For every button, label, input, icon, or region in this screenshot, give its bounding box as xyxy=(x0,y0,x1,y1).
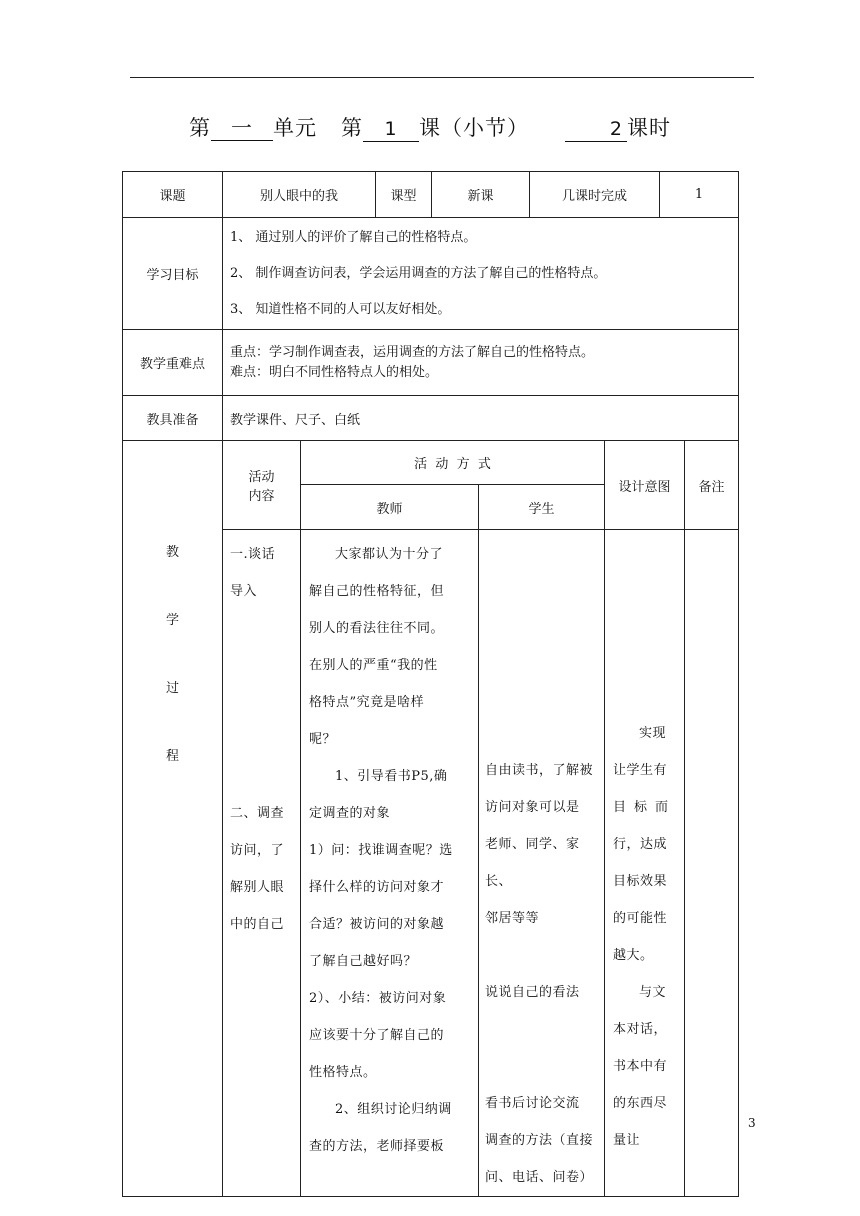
activity-line: 访问，了 xyxy=(230,843,285,858)
activity-line: 一.谈话 xyxy=(230,547,276,562)
process-header-row xyxy=(123,441,739,485)
design-line: 目标效果 xyxy=(613,874,668,889)
key-points-label: 教学重难点 xyxy=(123,330,223,396)
tools-row xyxy=(123,396,739,441)
lesson-prefix: 第 xyxy=(341,116,363,140)
teacher-header: 教师 xyxy=(301,485,479,530)
activity-line: 导入 xyxy=(230,584,258,599)
header-rule xyxy=(130,77,754,78)
unit-suffix: 单元 xyxy=(273,116,317,140)
teacher-line: 择什么样的访问对象才 xyxy=(309,880,445,895)
process-label-char: 程 xyxy=(165,749,179,764)
page-number: 3 xyxy=(748,1116,756,1130)
student-line: 自由读书，了解被 xyxy=(485,763,594,778)
design-intent-cell xyxy=(605,530,685,1197)
activity-content-header xyxy=(223,441,301,530)
student-line: 问、电话、问卷） xyxy=(485,1170,594,1185)
goal-item: 3、 知道性格不同的人可以友好相处。 xyxy=(230,301,451,317)
design-line: 书本中有 xyxy=(613,1059,668,1074)
design-line: 越大。 xyxy=(613,948,654,963)
goal-item: 1、 通过别人的评价了解自己的性格特点。 xyxy=(230,229,477,245)
teacher-line: 别人的看法往往不同。 xyxy=(309,621,445,636)
student-line: 邻居等等 xyxy=(485,911,540,926)
activity-line: 二、调查 xyxy=(230,806,285,821)
title-prefix: 第 xyxy=(189,116,211,140)
teacher-line: 性格特点。 xyxy=(309,1065,377,1080)
lesson-number: 1 xyxy=(363,117,419,142)
teacher-line: 2）、小结：被访问对象 xyxy=(309,991,447,1006)
teacher-cell xyxy=(301,530,479,1197)
activity-line: 中的自己 xyxy=(230,917,285,932)
teacher-line: 大家都认为十分了 xyxy=(335,547,444,562)
activity-content-header-line: 内容 xyxy=(248,489,275,504)
key-points-content xyxy=(223,330,739,396)
student-header: 学生 xyxy=(479,485,605,530)
goals-label: 学习目标 xyxy=(123,218,223,330)
student-line: 访问对象可以是 xyxy=(485,800,580,815)
student-line: 说说自己的看法 xyxy=(485,985,580,1000)
teacher-line: 1）问：找谁调查呢？选 xyxy=(309,843,453,858)
tools-label: 教具准备 xyxy=(123,396,223,441)
student-line: 调查的方法（直接 xyxy=(485,1133,594,1148)
design-line: 与文 xyxy=(639,985,667,1000)
process-label xyxy=(123,441,223,1197)
key-points-row xyxy=(123,330,739,396)
process-label-char: 学 xyxy=(165,613,179,628)
process-label-char: 过 xyxy=(165,681,179,696)
unit-number: 一 xyxy=(211,116,273,141)
info-row xyxy=(123,172,739,218)
teacher-line: 合适？被访问的对象越 xyxy=(309,917,445,932)
tools-value: 教学课件、尺子、白纸 xyxy=(223,396,739,441)
hours-value: 1 xyxy=(660,172,739,218)
goals-list xyxy=(223,218,739,330)
design-line: 本对话， xyxy=(613,1022,668,1037)
lesson-suffix: 课（小节） xyxy=(419,116,529,140)
difficulty-text: 难点：明白不同性格特点人的相处。 xyxy=(230,364,439,380)
process-label-char: 教 xyxy=(165,545,179,560)
hours-suffix: 课时 xyxy=(627,116,671,140)
design-line: 让学生有 xyxy=(613,763,668,778)
type-value: 新课 xyxy=(432,172,530,218)
teacher-line: 解自己的性格特征，但 xyxy=(309,584,445,599)
lesson-plan-table xyxy=(122,171,739,1197)
student-line: 看书后讨论交流 xyxy=(485,1096,580,1111)
activity-content-cell xyxy=(223,530,301,1197)
teacher-line: 查的方法，老师择要板 xyxy=(309,1139,445,1154)
teacher-line: 格特点”究竟是啥样 xyxy=(309,695,425,710)
goal-item: 2、 制作调查访问表，学会运用调查的方法了解自己的性格特点。 xyxy=(230,265,607,281)
teacher-line: 呢？ xyxy=(309,732,337,747)
design-line: 的东西尽 xyxy=(613,1096,668,1111)
design-line: 实现 xyxy=(639,726,667,741)
remarks-header: 备注 xyxy=(685,441,739,530)
activity-mode-header: 活 动 方 式 xyxy=(301,441,605,485)
hours-label: 几课时完成 xyxy=(530,172,660,218)
student-cell xyxy=(479,530,605,1197)
hours-number: 2 xyxy=(565,117,627,142)
topic-label: 课题 xyxy=(123,172,223,218)
type-label: 课型 xyxy=(376,172,432,218)
teacher-line: 了解自己越好吗？ xyxy=(309,954,418,969)
activity-line: 解别人眼 xyxy=(230,880,285,895)
design-intent-header: 设计意图 xyxy=(605,441,685,530)
goals-row xyxy=(123,218,739,330)
lesson-title xyxy=(0,112,860,142)
teacher-line: 应该要十分了解自己的 xyxy=(309,1028,445,1043)
design-line: 量让 xyxy=(613,1133,641,1148)
activity-content-header-line: 活动 xyxy=(248,470,275,485)
design-line: 的可能性 xyxy=(613,911,668,926)
teacher-line: 2、组织讨论归纳调 xyxy=(335,1102,452,1117)
teacher-line: 1、引导看书P5,确 xyxy=(335,769,448,784)
design-line: 目标而 xyxy=(613,800,677,815)
focus-text: 重点：学习制作调查表，运用调查的方法了解自己的性格特点。 xyxy=(230,344,595,360)
student-line: 老师、同学、家长、 xyxy=(485,837,580,889)
remarks-cell xyxy=(685,530,739,1197)
design-line: 行，达成 xyxy=(613,837,668,852)
topic-value: 别人眼中的我 xyxy=(223,172,376,218)
teacher-line: 在别人的严重“我的性 xyxy=(309,658,438,673)
teacher-line: 定调查的对象 xyxy=(309,806,391,821)
